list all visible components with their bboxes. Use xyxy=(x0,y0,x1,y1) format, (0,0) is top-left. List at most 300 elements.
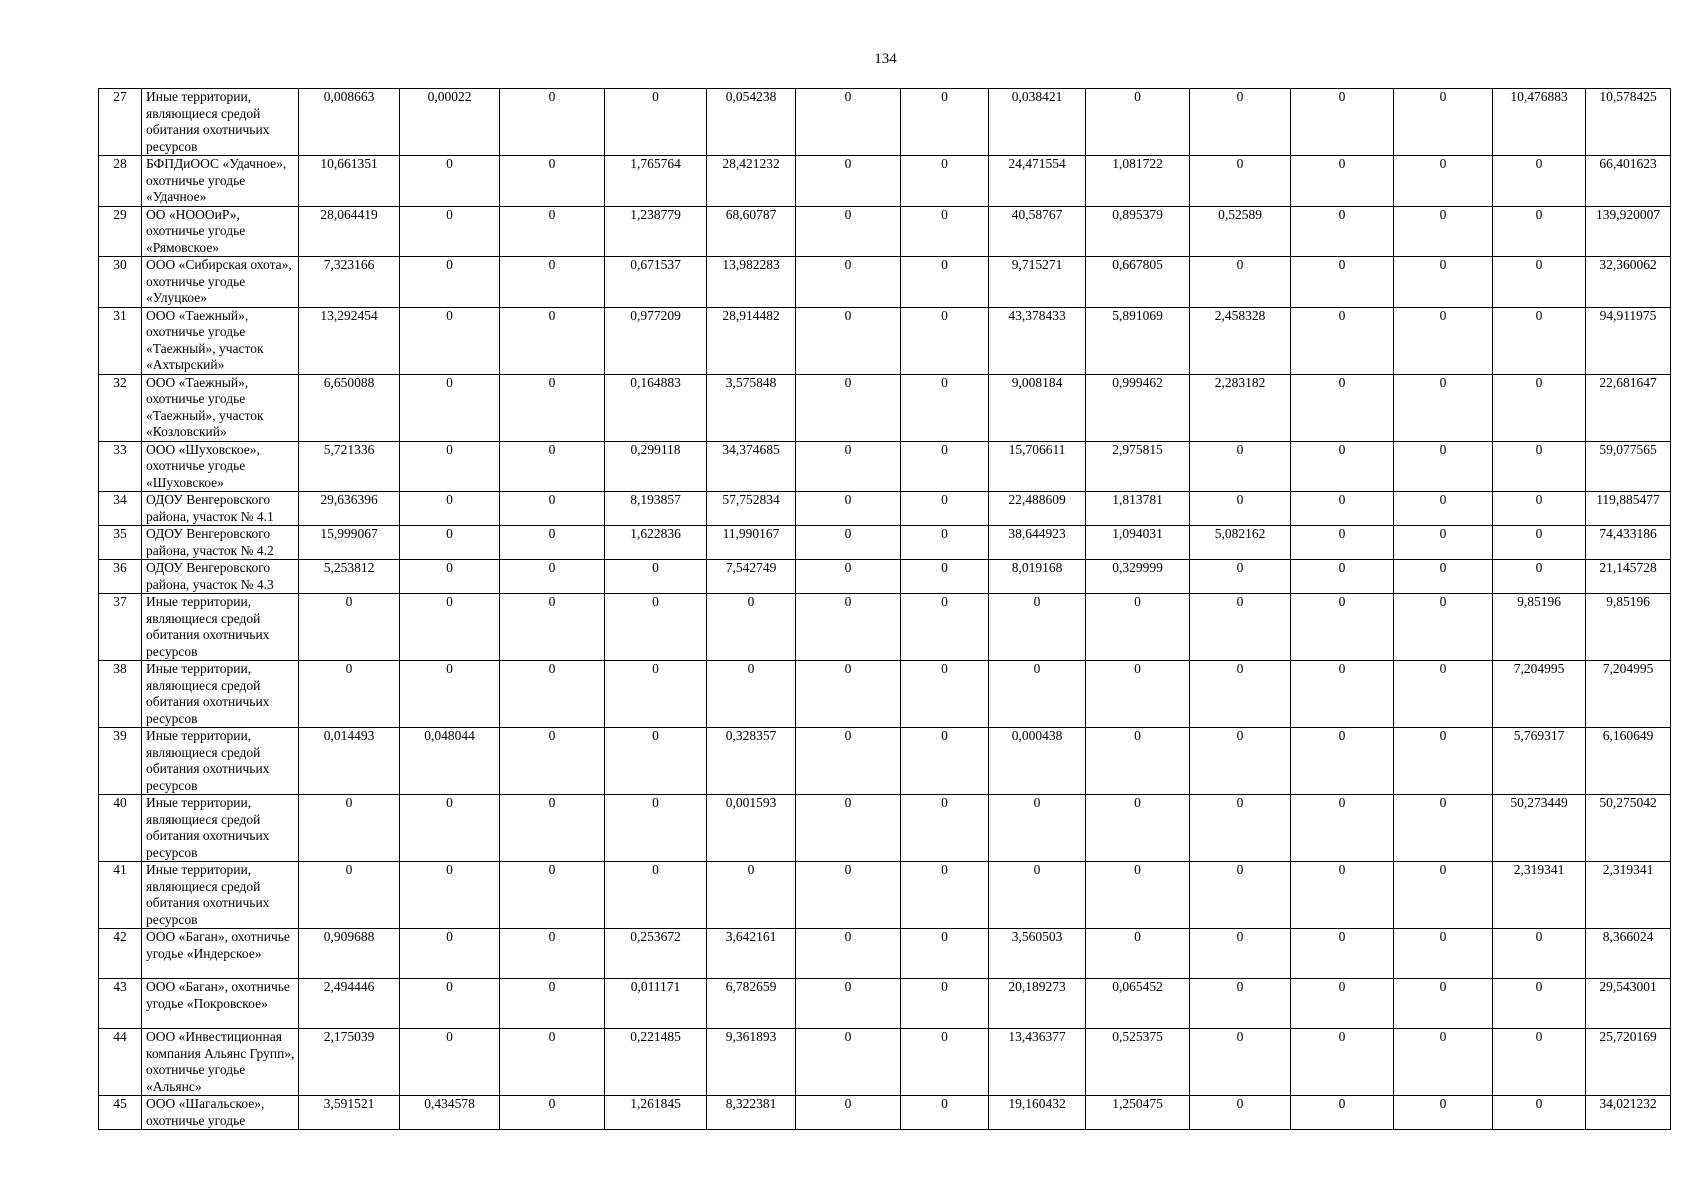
value-cell: 8,193857 xyxy=(605,492,707,526)
value-cell: 0 xyxy=(796,307,901,374)
value-cell: 1,261845 xyxy=(605,1096,707,1130)
territory-name-cell: Иные территории, являющиеся средой обитания охотничьих ресурсов xyxy=(142,795,299,862)
value-cell: 0 xyxy=(500,728,605,795)
value-cell: 0 xyxy=(1291,929,1394,979)
value-cell: 0 xyxy=(400,307,500,374)
table-row xyxy=(99,862,1671,929)
value-cell: 0 xyxy=(1394,560,1493,594)
value-cell: 0 xyxy=(1493,206,1586,257)
value-cell: 0 xyxy=(901,979,989,1029)
row-number-cell: 28 xyxy=(99,156,142,207)
value-cell: 0 xyxy=(707,661,796,728)
value-cell: 0,253672 xyxy=(605,929,707,979)
value-cell: 0,221485 xyxy=(605,1029,707,1096)
value-cell: 94,911975 xyxy=(1586,307,1671,374)
value-cell: 0 xyxy=(500,1096,605,1130)
value-cell: 0 xyxy=(605,862,707,929)
row-number-cell: 30 xyxy=(99,257,142,308)
territory-name-cell: ООО «Инвестиционная компания Альянс Групп», охотничье угодье «Альянс» xyxy=(142,1029,299,1096)
value-cell: 0 xyxy=(707,594,796,661)
value-cell: 0,054238 xyxy=(707,89,796,156)
value-cell: 6,160649 xyxy=(1586,728,1671,795)
value-cell: 0 xyxy=(400,929,500,979)
value-cell: 0 xyxy=(796,257,901,308)
value-cell: 34,021232 xyxy=(1586,1096,1671,1130)
value-cell: 5,769317 xyxy=(1493,728,1586,795)
value-cell: 0 xyxy=(605,728,707,795)
table-row xyxy=(99,526,1671,560)
value-cell: 0 xyxy=(1190,257,1291,308)
value-cell: 74,433186 xyxy=(1586,526,1671,560)
value-cell: 0 xyxy=(1394,795,1493,862)
value-cell: 0 xyxy=(796,795,901,862)
value-cell: 0 xyxy=(1291,441,1394,492)
value-cell: 0 xyxy=(605,795,707,862)
value-cell: 0 xyxy=(796,1029,901,1096)
value-cell: 0 xyxy=(1394,979,1493,1029)
value-cell: 0 xyxy=(989,661,1086,728)
value-cell: 10,476883 xyxy=(1493,89,1586,156)
value-cell: 0 xyxy=(989,795,1086,862)
table-row xyxy=(99,441,1671,492)
row-number-cell: 33 xyxy=(99,441,142,492)
value-cell: 0 xyxy=(1291,526,1394,560)
value-cell: 0 xyxy=(1190,728,1291,795)
value-cell: 0 xyxy=(796,929,901,979)
value-cell: 19,160432 xyxy=(989,1096,1086,1130)
value-cell: 0 xyxy=(400,862,500,929)
territory-name-cell: ОДОУ Венгеровского района, участок № 4.1 xyxy=(142,492,299,526)
value-cell: 0 xyxy=(1291,862,1394,929)
value-cell: 22,488609 xyxy=(989,492,1086,526)
value-cell: 2,319341 xyxy=(1586,862,1671,929)
value-cell: 0 xyxy=(400,979,500,1029)
value-cell: 0 xyxy=(500,661,605,728)
value-cell: 0 xyxy=(1086,929,1190,979)
value-cell: 0 xyxy=(796,89,901,156)
table-row xyxy=(99,560,1671,594)
territory-name-cell: ООО «Баган», охотничье угодье «Покровское» xyxy=(142,979,299,1029)
value-cell: 0 xyxy=(707,862,796,929)
value-cell: 0 xyxy=(901,441,989,492)
value-cell: 0 xyxy=(1190,492,1291,526)
value-cell: 43,378433 xyxy=(989,307,1086,374)
value-cell: 0 xyxy=(796,979,901,1029)
value-cell: 0,671537 xyxy=(605,257,707,308)
value-cell: 9,85196 xyxy=(1493,594,1586,661)
value-cell: 0 xyxy=(1086,661,1190,728)
value-cell: 1,622836 xyxy=(605,526,707,560)
table-row xyxy=(99,1029,1671,1096)
territory-name-cell: ООО «Сибирская охота», охотничье угодье «Улуцкое» xyxy=(142,257,299,308)
value-cell: 0 xyxy=(1190,929,1291,979)
territory-name-cell: ООО «Таежный», охотничье угодье «Таежный», участок «Ахтырский» xyxy=(142,307,299,374)
value-cell: 0 xyxy=(500,492,605,526)
value-cell: 0 xyxy=(500,929,605,979)
value-cell: 0 xyxy=(901,526,989,560)
row-number-cell: 27 xyxy=(99,89,142,156)
value-cell: 0 xyxy=(901,560,989,594)
value-cell: 25,720169 xyxy=(1586,1029,1671,1096)
value-cell: 8,019168 xyxy=(989,560,1086,594)
value-cell: 0 xyxy=(500,89,605,156)
value-cell: 0 xyxy=(500,1029,605,1096)
value-cell: 0 xyxy=(796,374,901,441)
value-cell: 3,575848 xyxy=(707,374,796,441)
value-cell: 0 xyxy=(901,156,989,207)
territory-name-cell: Иные территории, являющиеся средой обитания охотничьих ресурсов xyxy=(142,661,299,728)
value-cell: 0 xyxy=(1394,594,1493,661)
row-number-cell: 35 xyxy=(99,526,142,560)
value-cell: 29,543001 xyxy=(1586,979,1671,1029)
value-cell: 10,661351 xyxy=(299,156,400,207)
value-cell: 0 xyxy=(1086,89,1190,156)
value-cell: 2,975815 xyxy=(1086,441,1190,492)
value-cell: 2,175039 xyxy=(299,1029,400,1096)
value-cell: 59,077565 xyxy=(1586,441,1671,492)
table-row xyxy=(99,979,1671,1029)
value-cell: 0 xyxy=(1291,979,1394,1029)
table-row xyxy=(99,89,1671,156)
value-cell: 1,238779 xyxy=(605,206,707,257)
row-number-cell: 32 xyxy=(99,374,142,441)
value-cell: 0,164883 xyxy=(605,374,707,441)
value-cell: 0,048044 xyxy=(400,728,500,795)
value-cell: 28,064419 xyxy=(299,206,400,257)
value-cell: 10,578425 xyxy=(1586,89,1671,156)
value-cell: 0,001593 xyxy=(707,795,796,862)
value-cell: 50,275042 xyxy=(1586,795,1671,862)
value-cell: 0,434578 xyxy=(400,1096,500,1130)
value-cell: 9,715271 xyxy=(989,257,1086,308)
value-cell: 0 xyxy=(400,526,500,560)
territory-name-cell: БФПДиООС «Удачное», охотничье угодье «Удачное» xyxy=(142,156,299,207)
value-cell: 0 xyxy=(400,1029,500,1096)
row-number-cell: 39 xyxy=(99,728,142,795)
value-cell: 0 xyxy=(605,560,707,594)
value-cell: 0 xyxy=(1190,1096,1291,1130)
value-cell: 0 xyxy=(989,862,1086,929)
value-cell: 7,204995 xyxy=(1586,661,1671,728)
value-cell: 0 xyxy=(901,492,989,526)
value-cell: 0 xyxy=(1291,594,1394,661)
value-cell: 0 xyxy=(796,661,901,728)
table-row xyxy=(99,206,1671,257)
value-cell: 0 xyxy=(796,594,901,661)
value-cell: 0 xyxy=(1190,89,1291,156)
value-cell: 0 xyxy=(400,156,500,207)
value-cell: 0 xyxy=(1291,492,1394,526)
value-cell: 0 xyxy=(400,374,500,441)
value-cell: 1,094031 xyxy=(1086,526,1190,560)
value-cell: 0 xyxy=(901,257,989,308)
row-number-cell: 36 xyxy=(99,560,142,594)
value-cell: 57,752834 xyxy=(707,492,796,526)
value-cell: 0 xyxy=(400,560,500,594)
value-cell: 0 xyxy=(1394,728,1493,795)
value-cell: 0,329999 xyxy=(1086,560,1190,594)
value-cell: 6,782659 xyxy=(707,979,796,1029)
table-row xyxy=(99,929,1671,979)
value-cell: 0 xyxy=(1291,1029,1394,1096)
value-cell: 0 xyxy=(400,594,500,661)
value-cell: 13,436377 xyxy=(989,1029,1086,1096)
value-cell: 0 xyxy=(901,1096,989,1130)
value-cell: 0 xyxy=(1394,862,1493,929)
row-number-cell: 38 xyxy=(99,661,142,728)
value-cell: 1,765764 xyxy=(605,156,707,207)
value-cell: 0 xyxy=(1493,1029,1586,1096)
table-row xyxy=(99,492,1671,526)
value-cell: 0,00022 xyxy=(400,89,500,156)
value-cell: 0 xyxy=(1291,1096,1394,1130)
page-number: 134 xyxy=(874,51,897,67)
value-cell: 0,011171 xyxy=(605,979,707,1029)
value-cell: 0 xyxy=(1493,979,1586,1029)
value-cell: 29,636396 xyxy=(299,492,400,526)
value-cell: 0 xyxy=(400,492,500,526)
value-cell: 24,471554 xyxy=(989,156,1086,207)
table-row xyxy=(99,661,1671,728)
value-cell: 0 xyxy=(1493,526,1586,560)
row-number-cell: 40 xyxy=(99,795,142,862)
table-row xyxy=(99,156,1671,207)
value-cell: 0 xyxy=(796,441,901,492)
value-cell: 0 xyxy=(901,661,989,728)
value-cell: 5,082162 xyxy=(1190,526,1291,560)
value-cell: 0 xyxy=(605,594,707,661)
value-cell: 40,58767 xyxy=(989,206,1086,257)
value-cell: 0 xyxy=(400,441,500,492)
value-cell: 0 xyxy=(796,862,901,929)
territory-name-cell: ОДОУ Венгеровского района, участок № 4.3 xyxy=(142,560,299,594)
value-cell: 0 xyxy=(1493,257,1586,308)
value-cell: 0 xyxy=(500,862,605,929)
value-cell: 0 xyxy=(500,156,605,207)
value-cell: 0 xyxy=(1291,728,1394,795)
value-cell: 7,542749 xyxy=(707,560,796,594)
value-cell: 0 xyxy=(400,206,500,257)
value-cell: 0,328357 xyxy=(707,728,796,795)
value-cell: 0 xyxy=(901,594,989,661)
value-cell: 34,374685 xyxy=(707,441,796,492)
value-cell: 0 xyxy=(796,560,901,594)
value-cell: 66,401623 xyxy=(1586,156,1671,207)
value-cell: 0 xyxy=(299,795,400,862)
value-cell: 0 xyxy=(796,206,901,257)
value-cell: 0 xyxy=(1086,795,1190,862)
value-cell: 0 xyxy=(1493,560,1586,594)
value-cell: 0,52589 xyxy=(1190,206,1291,257)
value-cell: 1,813781 xyxy=(1086,492,1190,526)
value-cell: 0 xyxy=(1190,441,1291,492)
value-cell: 20,189273 xyxy=(989,979,1086,1029)
value-cell: 68,60787 xyxy=(707,206,796,257)
value-cell: 8,322381 xyxy=(707,1096,796,1130)
value-cell: 0 xyxy=(1086,594,1190,661)
value-cell: 0,008663 xyxy=(299,89,400,156)
row-number-cell: 45 xyxy=(99,1096,142,1130)
value-cell: 0 xyxy=(400,661,500,728)
table-row xyxy=(99,307,1671,374)
value-cell: 32,360062 xyxy=(1586,257,1671,308)
value-cell: 0 xyxy=(1086,862,1190,929)
value-cell: 0 xyxy=(500,257,605,308)
value-cell: 0,038421 xyxy=(989,89,1086,156)
value-cell: 11,990167 xyxy=(707,526,796,560)
value-cell: 0 xyxy=(1394,492,1493,526)
value-cell: 0 xyxy=(1190,1029,1291,1096)
territory-name-cell: Иные территории, являющиеся средой обитания охотничьих ресурсов xyxy=(142,862,299,929)
value-cell: 0 xyxy=(1291,156,1394,207)
value-cell: 50,273449 xyxy=(1493,795,1586,862)
value-cell: 0 xyxy=(299,594,400,661)
value-cell: 7,204995 xyxy=(1493,661,1586,728)
value-cell: 3,591521 xyxy=(299,1096,400,1130)
value-cell: 0 xyxy=(796,1096,901,1130)
value-cell: 0,895379 xyxy=(1086,206,1190,257)
table-row xyxy=(99,257,1671,308)
value-cell: 13,982283 xyxy=(707,257,796,308)
value-cell: 0 xyxy=(1493,1096,1586,1130)
territory-name-cell: ООО «Шуховское», охотничье угодье «Шуховское» xyxy=(142,441,299,492)
value-cell: 0 xyxy=(1394,89,1493,156)
row-number-cell: 29 xyxy=(99,206,142,257)
value-cell: 0 xyxy=(1394,441,1493,492)
value-cell: 0 xyxy=(1190,560,1291,594)
territory-name-cell: Иные территории, являющиеся средой обитания охотничьих ресурсов xyxy=(142,594,299,661)
value-cell: 0 xyxy=(901,862,989,929)
value-cell: 0 xyxy=(901,206,989,257)
value-cell: 0 xyxy=(1493,492,1586,526)
value-cell: 0 xyxy=(796,526,901,560)
value-cell: 0 xyxy=(605,89,707,156)
table-row xyxy=(99,728,1671,795)
value-cell: 0 xyxy=(1493,441,1586,492)
value-cell: 0 xyxy=(500,795,605,862)
territory-name-cell: ОО «НОООиР», охотничье угодье «Рямовское» xyxy=(142,206,299,257)
table-row xyxy=(99,795,1671,862)
value-cell: 0,525375 xyxy=(1086,1029,1190,1096)
value-cell: 15,999067 xyxy=(299,526,400,560)
value-cell: 0 xyxy=(1394,206,1493,257)
value-cell: 0 xyxy=(1291,206,1394,257)
territory-name-cell: Иные территории, являющиеся средой обитания охотничьих ресурсов xyxy=(142,728,299,795)
value-cell: 0 xyxy=(500,441,605,492)
table-row xyxy=(99,374,1671,441)
value-cell: 0 xyxy=(796,492,901,526)
value-cell: 0 xyxy=(1394,1029,1493,1096)
value-cell: 5,253812 xyxy=(299,560,400,594)
value-cell: 0 xyxy=(1190,979,1291,1029)
value-cell: 0 xyxy=(1190,594,1291,661)
value-cell: 0 xyxy=(299,862,400,929)
value-cell: 0 xyxy=(1190,795,1291,862)
value-cell: 0 xyxy=(1394,156,1493,207)
row-number-cell: 44 xyxy=(99,1029,142,1096)
territory-name-cell: ООО «Таежный», охотничье угодье «Таежный», участок «Козловский» xyxy=(142,374,299,441)
value-cell: 7,323166 xyxy=(299,257,400,308)
value-cell: 0 xyxy=(796,728,901,795)
row-number-cell: 34 xyxy=(99,492,142,526)
value-cell: 0 xyxy=(605,661,707,728)
value-cell: 0 xyxy=(1190,862,1291,929)
value-cell: 0 xyxy=(901,374,989,441)
value-cell: 5,721336 xyxy=(299,441,400,492)
value-cell: 0 xyxy=(1394,257,1493,308)
value-cell: 0 xyxy=(1291,661,1394,728)
territory-name-cell: ООО «Баган», охотничье угодье «Индерское» xyxy=(142,929,299,979)
value-cell: 9,85196 xyxy=(1586,594,1671,661)
row-number-cell: 31 xyxy=(99,307,142,374)
value-cell: 0 xyxy=(1291,89,1394,156)
value-cell: 0 xyxy=(1291,374,1394,441)
value-cell: 0,977209 xyxy=(605,307,707,374)
value-cell: 0 xyxy=(1291,307,1394,374)
value-cell: 0 xyxy=(1493,156,1586,207)
row-number-cell: 37 xyxy=(99,594,142,661)
value-cell: 0 xyxy=(1493,374,1586,441)
value-cell: 6,650088 xyxy=(299,374,400,441)
value-cell: 15,706611 xyxy=(989,441,1086,492)
value-cell: 0 xyxy=(1394,307,1493,374)
row-number-cell: 43 xyxy=(99,979,142,1029)
value-cell: 21,145728 xyxy=(1586,560,1671,594)
row-number-cell: 41 xyxy=(99,862,142,929)
value-cell: 5,891069 xyxy=(1086,307,1190,374)
value-cell: 0 xyxy=(500,374,605,441)
table-row xyxy=(99,1096,1671,1130)
value-cell: 13,292454 xyxy=(299,307,400,374)
value-cell: 0,000438 xyxy=(989,728,1086,795)
value-cell: 2,458328 xyxy=(1190,307,1291,374)
value-cell: 3,560503 xyxy=(989,929,1086,979)
value-cell: 0,299118 xyxy=(605,441,707,492)
value-cell: 0 xyxy=(1394,526,1493,560)
value-cell: 0 xyxy=(1086,728,1190,795)
value-cell: 2,319341 xyxy=(1493,862,1586,929)
value-cell: 0 xyxy=(901,1029,989,1096)
value-cell: 0 xyxy=(500,307,605,374)
value-cell: 0 xyxy=(400,795,500,862)
value-cell: 0 xyxy=(1291,795,1394,862)
value-cell: 9,361893 xyxy=(707,1029,796,1096)
value-cell: 0,014493 xyxy=(299,728,400,795)
table-row xyxy=(99,594,1671,661)
value-cell: 0 xyxy=(1394,661,1493,728)
value-cell: 0 xyxy=(500,206,605,257)
value-cell: 0,999462 xyxy=(1086,374,1190,441)
territory-name-cell: ОДОУ Венгеровского района, участок № 4.2 xyxy=(142,526,299,560)
row-number-cell: 42 xyxy=(99,929,142,979)
territory-name-cell: Иные территории, являющиеся средой обитания охотничьих ресурсов xyxy=(142,89,299,156)
value-cell: 0 xyxy=(299,661,400,728)
value-cell: 8,366024 xyxy=(1586,929,1671,979)
value-cell: 0 xyxy=(1493,307,1586,374)
value-cell: 0 xyxy=(796,156,901,207)
value-cell: 0 xyxy=(901,795,989,862)
value-cell: 0,065452 xyxy=(1086,979,1190,1029)
value-cell: 0 xyxy=(1394,929,1493,979)
data-table xyxy=(98,88,1671,1130)
value-cell: 0 xyxy=(901,89,989,156)
value-cell: 0,909688 xyxy=(299,929,400,979)
value-cell: 2,494446 xyxy=(299,979,400,1029)
value-cell: 0 xyxy=(500,526,605,560)
value-cell: 0 xyxy=(1190,156,1291,207)
value-cell: 139,920007 xyxy=(1586,206,1671,257)
value-cell: 38,644923 xyxy=(989,526,1086,560)
